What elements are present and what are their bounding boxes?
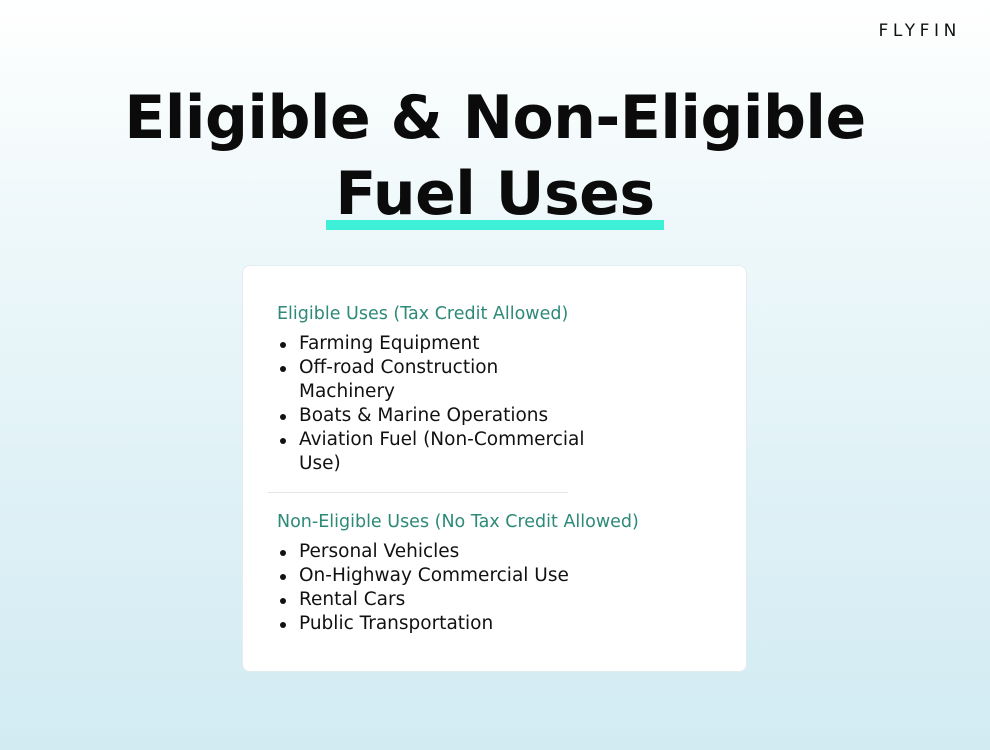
title-line-2-wrapper: [0, 156, 990, 232]
page-title: [0, 80, 990, 232]
list-item: Public Transportation: [275, 612, 599, 636]
list-item: Rental Cars: [275, 588, 599, 612]
eligible-heading: Eligible Uses (Tax Credit Allowed): [277, 304, 569, 324]
list-item: On-Highway Commercial Use: [275, 564, 599, 588]
list-item: Off-road Construction Machinery: [275, 356, 599, 404]
eligible-list: [275, 332, 599, 476]
brand-logo: FLYFIN: [878, 21, 961, 41]
list-item: Aviation Fuel (Non-Commercial Use): [275, 428, 599, 476]
list-item: Personal Vehicles: [275, 540, 599, 564]
list-item: Boats & Marine Operations: [275, 404, 599, 428]
fuel-uses-card: [242, 265, 747, 672]
section-divider: [268, 492, 568, 493]
title-line-2-highlighted: Fuel Uses: [335, 156, 654, 232]
non-eligible-heading: Non-Eligible Uses (No Tax Credit Allowed): [277, 512, 639, 532]
non-eligible-list: [275, 540, 599, 636]
title-line-1: Eligible & Non-Eligible: [124, 83, 866, 153]
list-item: Farming Equipment: [275, 332, 599, 356]
